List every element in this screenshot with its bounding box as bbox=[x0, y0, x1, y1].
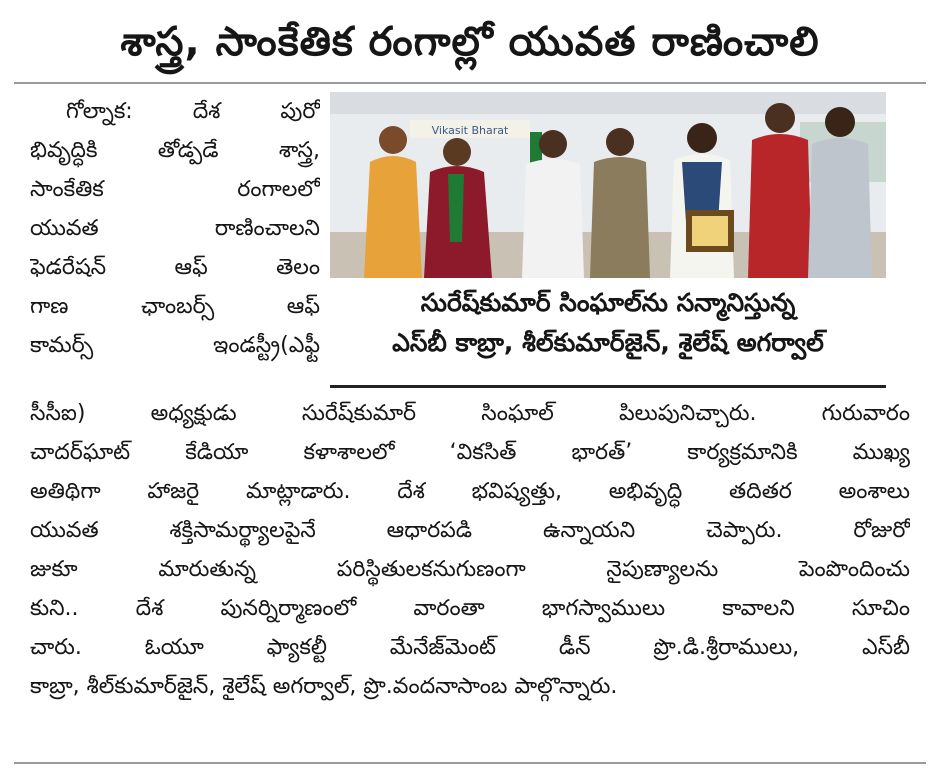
body-line: గాణ ఛాంబర్స్ ఆఫ్ bbox=[30, 294, 320, 319]
headline: శాస్త్ర, సాంకేతిక రంగాల్లో యువత రాణించాలి bbox=[120, 19, 820, 65]
article-bottom-rule bbox=[14, 762, 926, 764]
body-line: యువత రాణించాలని bbox=[30, 216, 320, 241]
news-photo bbox=[330, 92, 886, 278]
body-line: కాబ్రా, శీల్‌కుమార్‌జైన్, శైలేష్ అగర్వాల్, ప్రొ.వందనాసాంబ పాల్గొన్నారు. bbox=[30, 674, 618, 699]
body-line: కామర్స్ ఇండస్ట్రీ(ఎఫ్టీ bbox=[30, 333, 320, 358]
caption-line: సురేష్‌కుమార్ సింఘాల్‌ను సన్మానిస్తున్న bbox=[420, 288, 796, 317]
body-line: సాంకేతిక రంగాలలో bbox=[30, 177, 320, 202]
body-line: అతిథిగా హాజరై మాట్లాడారు. దేశ భవిష్యత్తు, అభివృద్ధి తదితర అంశాలు bbox=[30, 479, 910, 504]
caption-line: ఎస్‌బీ కాబ్రా, శీల్‌కుమార్‌జైన్, శైలేష్ అగర్వాల్ bbox=[392, 328, 824, 357]
headline-rule bbox=[14, 82, 926, 84]
body-line: కుని.. దేశ పునర్నిర్మాణంలో వారంతా భాగస్వాములు కావాలని సూచిం bbox=[30, 596, 910, 621]
body-line: సీసీఐ) అధ్యక్షుడు సురేష్‌కుమార్ సింఘాల్ పిలుపునిచ్చారు. గురువారం bbox=[30, 401, 910, 426]
body-line: జుకూ మారుతున్న పరిస్థితులకనుగుణంగా నైపుణ్యాలను పెంపొందించు bbox=[30, 557, 910, 582]
photo-caption bbox=[332, 283, 884, 363]
photo-banner-text: Vikasit Bharat bbox=[431, 124, 509, 137]
body-line: చారు. ఓయూ ఫ్యాకల్టీ మేనేజ్‌మెంట్ డీన్ ప్రొ.డి.శ్రీరాములు, ఎస్‌బీ bbox=[30, 635, 910, 660]
body-line: భివృద్ధికి తోడ్పడే శాస్త్ర, bbox=[30, 138, 320, 163]
photo-illustration bbox=[330, 92, 886, 278]
body-line: చాదర్‌ఘాట్ కేడియా కళాశాలలో ‘వికసిత్ భారత్’ కార్యక్రమానికి ముఖ్య bbox=[30, 440, 910, 465]
body-line: ఫెడరేషన్ ఆఫ్ తెలం bbox=[30, 255, 320, 280]
caption-rule bbox=[330, 385, 886, 388]
body-line: గోల్నాక: దేశ పురో bbox=[66, 99, 320, 124]
article-body bbox=[30, 394, 910, 706]
article-side-column bbox=[30, 92, 320, 365]
body-line: యువత శక్తిసామర్థ్యాలపైనే ఆధారపడి ఉన్నాయని చెప్పారు. రోజురో bbox=[30, 518, 910, 543]
